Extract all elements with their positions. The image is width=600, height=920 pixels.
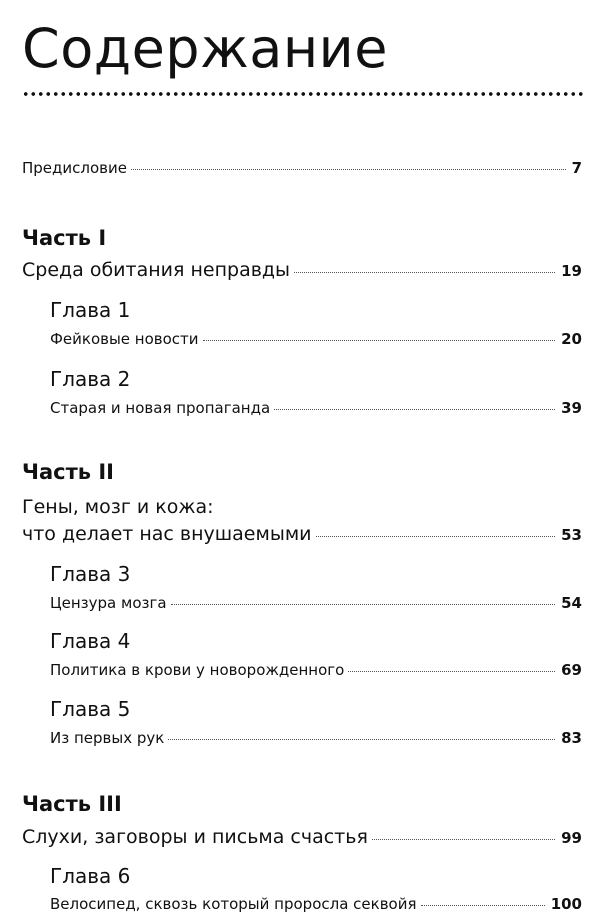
title-dotted-divider (22, 92, 584, 96)
toc-page-number: 53 (561, 526, 582, 544)
dot-leader (203, 340, 556, 341)
toc-page-number: 19 (561, 262, 582, 280)
dot-leader (421, 905, 545, 906)
toc-entry-chapter[interactable] (50, 894, 582, 914)
toc-page-number: 39 (561, 399, 582, 417)
toc-entry-title: Предисловие (22, 159, 127, 177)
toc-page-number: 54 (561, 594, 582, 612)
toc-page-number: 7 (571, 159, 582, 177)
toc-entry-title: Фейковые новости (50, 330, 199, 348)
chapter-heading: Глава 4 (50, 629, 131, 653)
toc-entry-title: Велосипед, сквозь который проросла секвойя (50, 895, 417, 913)
toc-entry-title: Цензура мозга (50, 594, 167, 612)
chapter-heading: Глава 6 (50, 864, 131, 888)
toc-entry-preface[interactable] (22, 158, 582, 178)
toc-entry-title: Среда обитания неправды (22, 259, 291, 281)
toc-entry-chapter[interactable] (50, 398, 582, 418)
toc-page-number: 83 (561, 729, 582, 747)
toc-entry-part[interactable] (22, 258, 582, 283)
toc-page-number: 100 (550, 895, 582, 913)
toc-entry-chapter[interactable] (50, 728, 582, 748)
toc-page-number: 20 (561, 330, 582, 348)
part-heading: Часть III (22, 792, 122, 816)
chapter-heading: Глава 2 (50, 367, 131, 391)
chapter-heading: Глава 3 (50, 562, 131, 586)
dot-leader (348, 671, 555, 672)
dot-leader (372, 839, 555, 840)
toc-page-number: 99 (561, 829, 582, 847)
toc-page-number: 69 (561, 661, 582, 679)
part-heading: Часть II (22, 460, 114, 484)
toc-entry-chapter[interactable] (50, 593, 582, 613)
dot-leader (171, 604, 556, 605)
toc-entry-title: что делает нас внушаемыми (22, 523, 312, 545)
toc-entry-title: Из первых рук (50, 729, 165, 747)
toc-entry-title: Политика в крови у новорожденного (50, 661, 345, 679)
toc-entry-title: Старая и новая пропаганда (50, 399, 271, 417)
toc-entry-chapter[interactable] (50, 660, 582, 680)
part-heading: Часть I (22, 226, 107, 250)
dot-leader (168, 739, 555, 740)
chapter-heading: Глава 1 (50, 298, 131, 322)
toc-entry-part[interactable] (22, 522, 582, 547)
page-title: Содержание (22, 17, 388, 80)
chapter-heading: Глава 5 (50, 697, 131, 721)
dot-leader (131, 169, 566, 170)
toc-entry-part[interactable] (22, 825, 582, 850)
toc-entry-title: Слухи, заговоры и письма счастья (22, 826, 368, 848)
dot-leader (316, 536, 556, 537)
toc-entry-part-title-line: Гены, мозг и кожа: (22, 496, 214, 518)
dot-leader (274, 409, 555, 410)
dot-leader (294, 272, 555, 273)
toc-entry-chapter[interactable] (50, 329, 582, 349)
